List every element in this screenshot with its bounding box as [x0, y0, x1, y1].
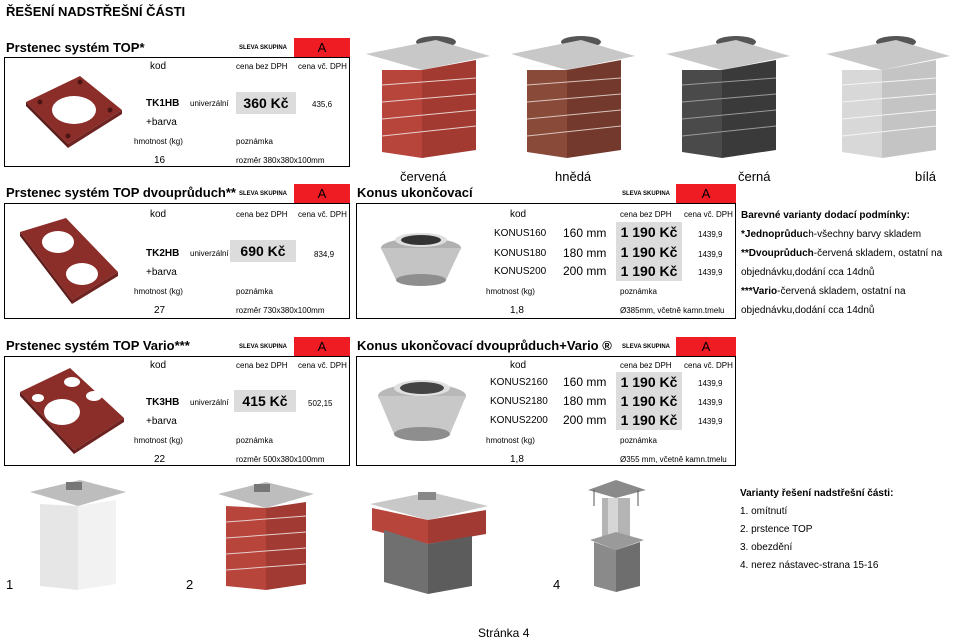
variant-item: 3. obezdění [740, 542, 793, 553]
ring-vario-image [14, 362, 130, 458]
photo-number-2: 2 [186, 577, 194, 592]
product-universal: univerzální [190, 249, 229, 258]
header-cena-bez: cena bez DPH [236, 361, 288, 370]
sleva-label: SLEVA SKUPINA [239, 344, 288, 350]
konus2-size: 180 mm [563, 394, 607, 408]
konus2-price: 1 190 Kč [616, 372, 682, 392]
group-badge: A [676, 337, 736, 356]
chimney-black [666, 36, 790, 158]
color-label-white: bílá [915, 169, 936, 184]
product-note: rozměr 500x380x100mm [236, 455, 325, 464]
section-title: Prstenec systém TOP Vario*** [6, 338, 190, 353]
product-weight: 27 [154, 305, 166, 316]
group-badge: A [294, 38, 350, 57]
page-footer: Stránka 4 [478, 626, 530, 640]
konus-price-vat: 1439,9 [698, 250, 723, 259]
product-note: rozměr 380x380x100mm [236, 156, 325, 165]
konus2-note: Ø355 mm, včetně kamn.tmelu [620, 455, 727, 464]
chimney-color-renders [360, 30, 960, 170]
label-poznamka: poznámka [236, 287, 273, 296]
header-cena-vc: cena vč. DPH [684, 210, 733, 219]
conditions-line-4: ***Vario-červená skladem, ostatní na [741, 286, 906, 297]
variant-plaster [30, 480, 126, 590]
variant-item: 1. omítnutí [740, 506, 788, 517]
product-weight: 16 [154, 155, 166, 166]
konus2-price: 1 190 Kč [616, 391, 682, 411]
konus2-image [372, 368, 472, 448]
konus2-weight: 1,8 [510, 454, 524, 465]
konus2-code: KONUS2180 [490, 396, 548, 407]
product-barva: +barva [146, 117, 177, 128]
conditions-line-3: objednávku,dodání cca 14dnů [741, 267, 875, 278]
konus-weight: 1,8 [510, 305, 524, 316]
product-code: TK2HB [146, 248, 180, 259]
sleva-label: SLEVA SKUPINA [622, 191, 671, 197]
header-cena-bez: cena bez DPH [236, 62, 288, 71]
konus2-price-vat: 1439,9 [698, 398, 723, 407]
konus-size: 200 mm [563, 264, 607, 278]
section-title: Prstenec systém TOP dvouprůduch** [6, 185, 236, 200]
label-hmotnost: hmotnost (kg) [134, 436, 183, 445]
photo-number-1: 1 [6, 577, 14, 592]
konus-code: KONUS160 [494, 228, 547, 239]
conditions-line-5: objednávku,dodání cca 14dnů [741, 305, 875, 316]
color-label-black: černá [738, 169, 771, 184]
sleva-label: SLEVA SKUPINA [239, 45, 288, 51]
konus2-code: KONUS2200 [490, 415, 548, 426]
conditions-title: Barevné varianty dodací podmínky: [741, 210, 910, 221]
photo-number-4: 4 [553, 577, 561, 592]
header-cena-vc: cena vč. DPH [298, 361, 347, 370]
product-barva: +barva [146, 267, 177, 278]
ring-single-image [18, 70, 128, 150]
conditions-line-1: *Jednoprůduch-všechny barvy skladem [741, 229, 922, 240]
konus-price: 1 190 Kč [616, 261, 682, 281]
sleva-label: SLEVA SKUPINA [239, 191, 288, 197]
label-poznamka: poznámka [236, 137, 273, 146]
ring-double-image [14, 212, 124, 308]
konus-code: KONUS180 [494, 248, 547, 259]
header-kod: kod [510, 209, 527, 220]
color-label-red: červená [400, 169, 447, 184]
product-note: rozměr 730x380x100mm [236, 306, 325, 315]
variant-cladding [370, 492, 488, 594]
konus-size: 180 mm [563, 246, 607, 260]
variant-brick-top [218, 482, 314, 590]
konus-price: 1 190 Kč [616, 242, 682, 262]
chimney-brown [511, 36, 635, 158]
product-universal: univerzální [190, 398, 229, 407]
product-weight: 22 [154, 454, 166, 465]
product-code: TK3HB [146, 397, 180, 408]
label-poznamka: poznámka [620, 436, 657, 445]
konus2-code: KONUS2160 [490, 377, 548, 388]
label-hmotnost: hmotnost (kg) [134, 287, 183, 296]
product-price: 415 Kč [234, 390, 296, 412]
header-kod: kod [150, 360, 167, 371]
konus2-price-vat: 1439,9 [698, 417, 723, 426]
product-code: TK1HB [146, 98, 180, 109]
sleva-label: SLEVA SKUPINA [622, 344, 671, 350]
konus2-price-vat: 1439,9 [698, 379, 723, 388]
product-price-vat: 502,15 [308, 399, 333, 408]
chimney-red [366, 36, 490, 158]
conditions-line-2: **Dvouprůduch-červená skladem, ostatní na [741, 248, 943, 259]
konus2-size: 160 mm [563, 375, 607, 389]
product-price: 690 Kč [230, 240, 296, 262]
konus-price-vat: 1439,9 [698, 230, 723, 239]
header-cena-bez: cena bez DPH [620, 361, 672, 370]
product-price-vat: 834,9 [314, 250, 335, 259]
konus-size: 160 mm [563, 226, 607, 240]
konus-note: Ø385mm, včetně kamn.tmelu [620, 306, 725, 315]
header-cena-bez: cena bez DPH [236, 210, 288, 219]
section-title: Konus ukončovací dvouprůduch+Vario ® [357, 338, 612, 353]
variant-photos [0, 478, 700, 596]
color-label-brown: hnědá [555, 169, 592, 184]
section-title: Konus ukončovací [357, 185, 473, 200]
konus-price: 1 190 Kč [616, 222, 682, 242]
variant-item: 4. nerez nástavec-strana 15-16 [740, 560, 879, 571]
product-barva: +barva [146, 416, 177, 427]
label-poznamka: poznámka [236, 436, 273, 445]
variants-title: Varianty řešení nadstřešní části: [740, 488, 894, 499]
label-poznamka: poznámka [620, 287, 657, 296]
header-kod: kod [150, 61, 167, 72]
label-hmotnost: hmotnost (kg) [486, 436, 535, 445]
chimney-white [826, 36, 950, 158]
header-cena-vc: cena vč. DPH [298, 210, 347, 219]
group-badge: A [676, 184, 736, 203]
product-price: 360 Kč [236, 92, 296, 114]
variant-item: 2. prstence TOP [740, 524, 813, 535]
product-universal: univerzální [190, 99, 229, 108]
header-kod: kod [150, 209, 167, 220]
header-cena-vc: cena vč. DPH [298, 62, 347, 71]
group-badge: A [294, 337, 350, 356]
variant-stainless [588, 480, 646, 592]
label-hmotnost: hmotnost (kg) [134, 137, 183, 146]
header-cena-vc: cena vč. DPH [684, 361, 733, 370]
konus-image [376, 222, 466, 292]
header-cena-bez: cena bez DPH [620, 210, 672, 219]
product-price-vat: 435,6 [312, 100, 333, 109]
header-kod: kod [510, 360, 527, 371]
konus2-price: 1 190 Kč [616, 410, 682, 430]
konus-price-vat: 1439,9 [698, 268, 723, 277]
page-title: ŘEŠENÍ NADSTŘEŠNÍ ČÁSTI [6, 4, 186, 19]
label-hmotnost: hmotnost (kg) [486, 287, 535, 296]
group-badge: A [294, 184, 350, 203]
konus-code: KONUS200 [494, 266, 547, 277]
section-title: Prstenec systém TOP* [6, 40, 145, 55]
konus2-size: 200 mm [563, 413, 607, 427]
